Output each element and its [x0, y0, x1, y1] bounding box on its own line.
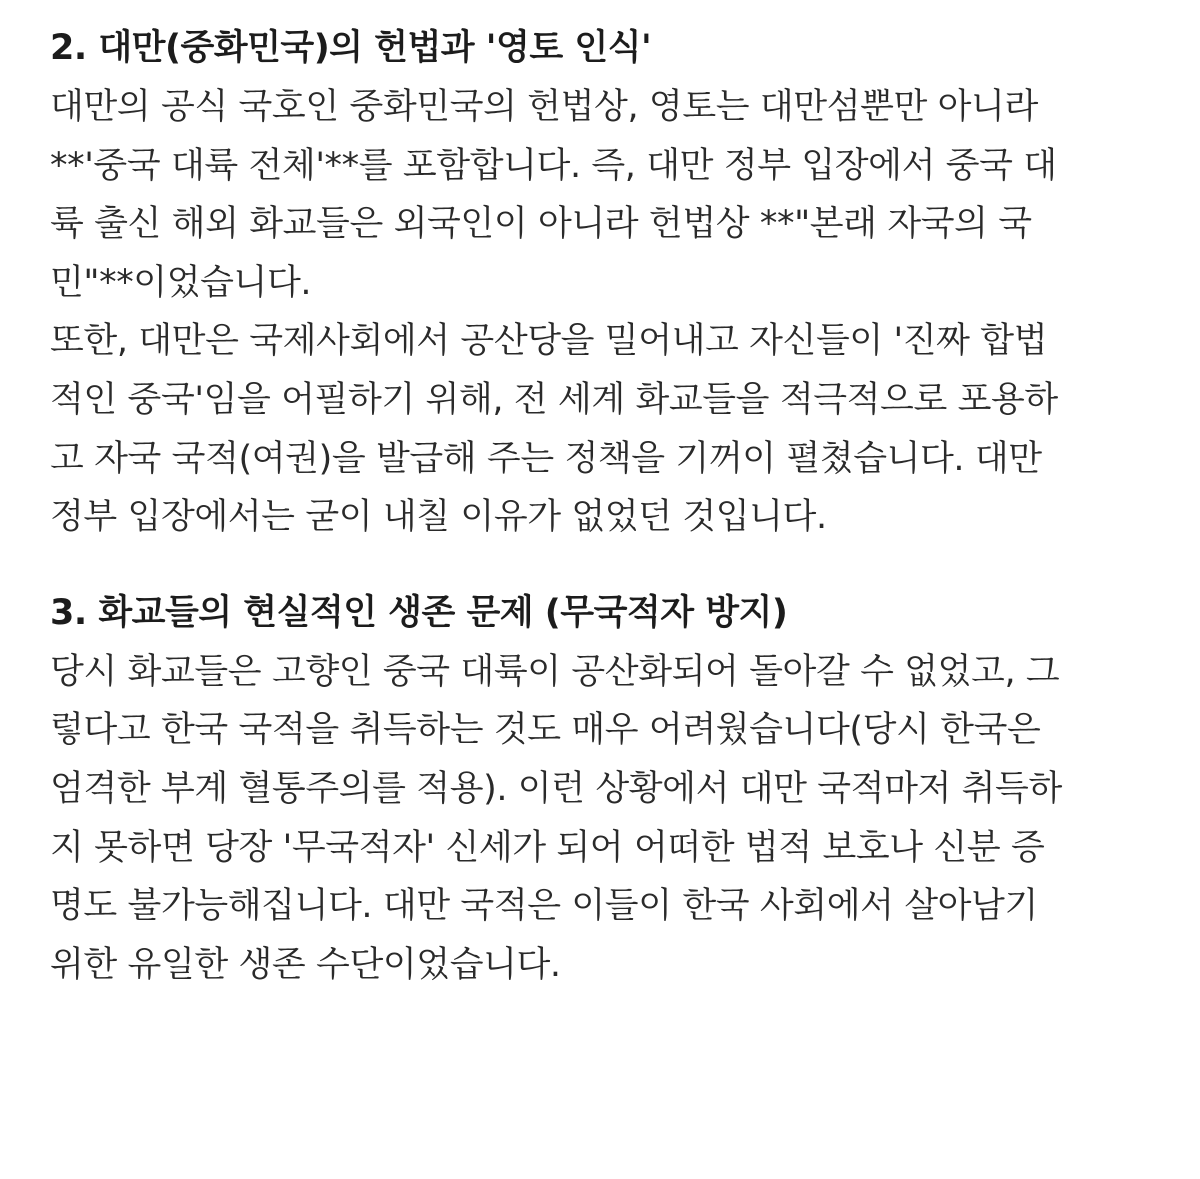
section-2-heading: 2. 대만(중화민국)의 헌법과 '영토 인식' [50, 28, 652, 68]
section-2-paragraph-1 [50, 78, 1160, 312]
article-body [50, 18, 1160, 994]
text-line: 지 못하면 당장 '무국적자' 신세가 되어 어떠한 법적 보호나 신분 증 [50, 827, 1045, 868]
text-line: 고 자국 국적(여권)을 발급해 주는 정책을 기꺼이 펼쳤습니다. 대만 [50, 438, 1042, 479]
section-3-paragraph-1 [50, 643, 1160, 995]
text-line: 민"**이었습니다. [50, 262, 312, 303]
text-line: 렇다고 한국 국적을 취득하는 것도 매우 어려웠습니다(당시 한국은 [50, 710, 1041, 751]
text-line: 적인 중국'임을 어필하기 위해, 전 세계 화교들을 적극적으로 포용하 [50, 379, 1058, 420]
text-line: 위한 유일한 생존 수단이었습니다. [50, 944, 561, 985]
section-2-paragraph-2 [50, 312, 1160, 546]
text-line: **'중국 대륙 전체'**를 포함합니다. 즉, 대만 정부 입장에서 중국 대 [50, 145, 1057, 186]
text-line: 륙 출신 해외 화교들은 외국인이 아니라 헌법상 **"본래 자국의 국 [50, 204, 1032, 245]
text-line: 당시 화교들은 고향인 중국 대륙이 공산화되어 돌아갈 수 없었고, 그 [50, 651, 1060, 692]
section-3 [50, 583, 1160, 995]
text-line: 명도 불가능해집니다. 대만 국적은 이들이 한국 사회에서 살아남기 [50, 886, 1038, 927]
text-line: 정부 입장에서는 굳이 내칠 이유가 없었던 것입니다. [50, 497, 827, 538]
text-line: 대만의 공식 국호인 중화민국의 헌법상, 영토는 대만섬뿐만 아니라 [50, 87, 1038, 127]
text-line: 엄격한 부계 혈통주의를 적용). 이런 상황에서 대만 국적마저 취득하 [50, 768, 1062, 809]
section-2 [50, 18, 1160, 547]
section-3-heading: 3. 화교들의 현실적인 생존 문제 (무국적자 방지) [50, 592, 788, 633]
text-line: 또한, 대만은 국제사회에서 공산당을 밀어내고 자신들이 '진짜 합법 [50, 321, 1048, 362]
section-spacer [50, 547, 1160, 583]
